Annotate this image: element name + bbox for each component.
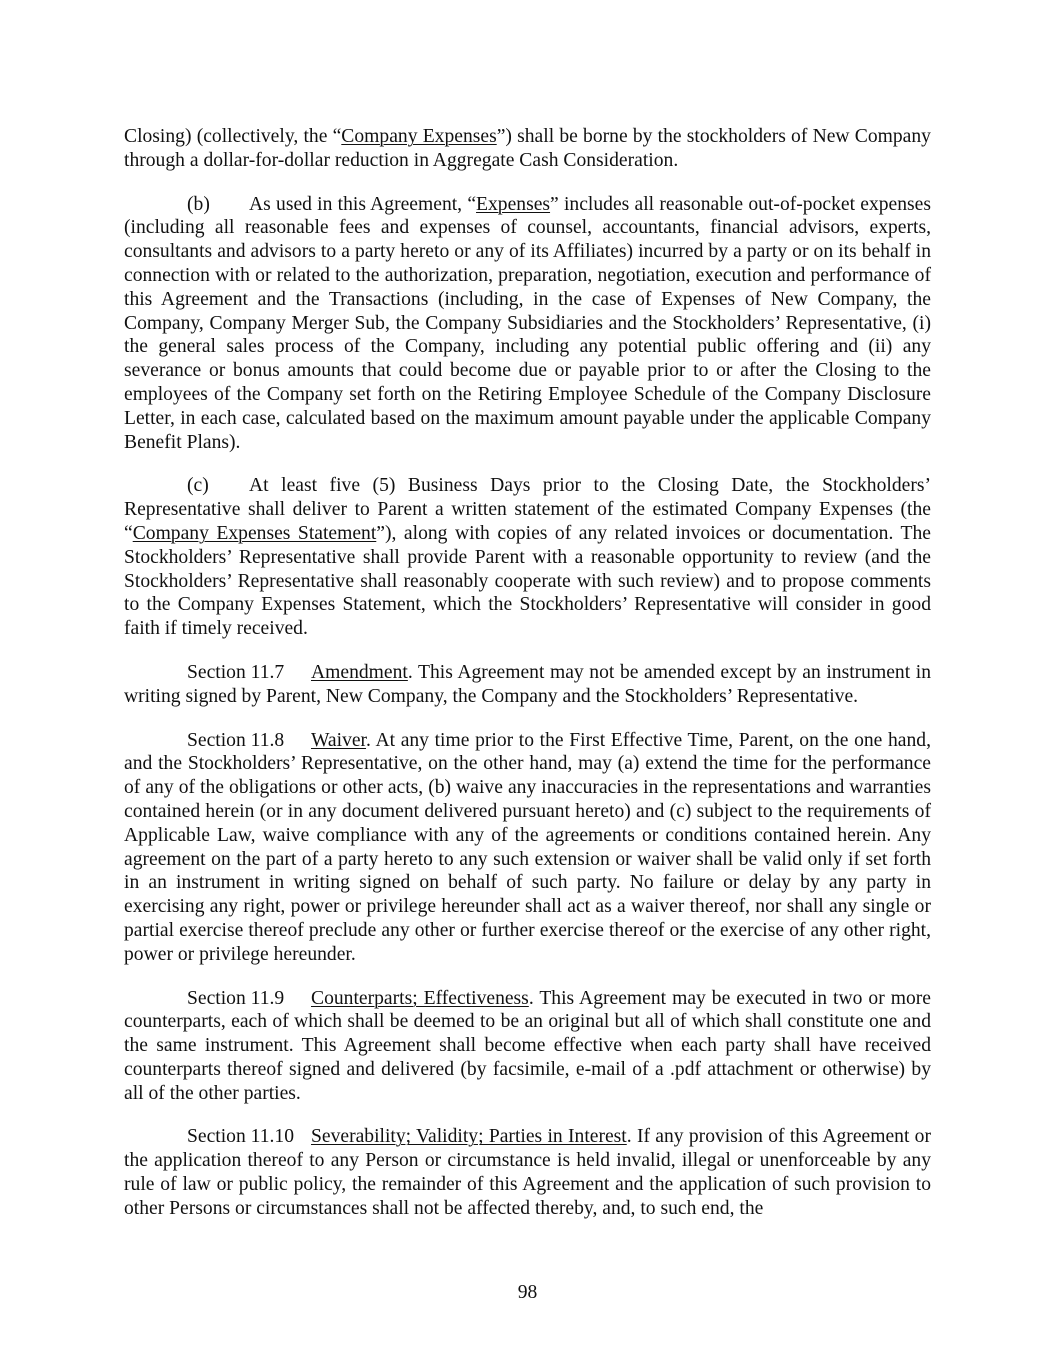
section-number: Section 11.9: [187, 987, 285, 1009]
section-heading: Severability; Validity; Parties in Interest: [311, 1126, 627, 1148]
section-text: . If any provision of this Agreement or the application thereof to any Person or circumstance is held invalid, illegal or unenforceable by any rule of law or public policy, the remainder of this Agreement and the application of such provision to other Persons or circumstances shall not be affected thereby, and, to such end, the: [124, 1126, 932, 1219]
paragraph-c: [124, 474, 931, 641]
defined-term: Company Expenses: [341, 126, 497, 147]
paragraph-text: Closing) (collectively, the “: [124, 126, 342, 147]
paragraph-text: ” includes all reasonable out-of-pocket expenses (including all reasonable fees and expenses of counsel, accountants, financial advisors, experts, consultants and advisors to a party hereto or any of its Affiliates) incurred by a party or on its behalf in connection with or related to the authorization, preparation, negotiation, execution and performance of this Agreement and the Transactions (including, in the case of Expenses of New Company, the Company, Company Merger Sub, the Company Subsidiaries and the Stockholders’ Representative, (i) the general sales process of the Company, including any potential public offering and (ii) any severance or bonus amounts that could become due or payable prior to or after the Closing to the employees of the Company set forth on the Retiring Employee Schedule of the Company Disclosure Letter, in each case, calculated based on the maximum amount payable under the applicable Company Benefit Plans).: [124, 193, 931, 453]
section-text: . This Agreement may be executed in two or more counterparts, each of which shall be deemed to be an original but all of which shall constitute one and the same instrument. This Agreement shall become effective when each party shall have received counterparts thereof signed and delivered (by facsimile, e-mail of a .pdf attachment or otherwise) by all of the other parties.: [124, 987, 931, 1104]
section-11-10: [124, 1125, 931, 1220]
section-11-7: [124, 661, 931, 709]
paragraph-label: (c): [187, 475, 209, 497]
paragraph-continued: [124, 125, 931, 173]
section-number: Section 11.7: [187, 661, 285, 683]
section-11-8: [124, 729, 931, 967]
paragraph-text: ”), along with copies of any related invoices or documentation. The Stockholders’ Representative shall provide Parent with a reasonable opportunity to review (and the Stockholders’ Representative shall reasonably cooperate with such review) and to propose comments to the Company Expenses Statement, which the Stockholders’ Representative will consider in good faith if timely received.: [124, 522, 931, 640]
page-number: 98: [517, 1282, 538, 1303]
defined-term: Company Expenses Statement: [132, 522, 377, 544]
document-page: [124, 125, 931, 1221]
section-number: Section 11.10: [187, 1126, 295, 1148]
paragraph-b: [124, 193, 931, 455]
section-11-9: [124, 987, 931, 1106]
section-text: . At any time prior to the First Effective Time, Parent, on the one hand, and the Stockholders’ Representative, on the other hand, may (a) extend the time for the performance of any of the obligations or other acts, (b) waive any inaccuracies in the representations and warranties contained herein (or in any document delivered pursuant hereto) and (c) subject to the requirements of Applicable Law, waive compliance with any of the agreements or conditions contained herein. Any agreement on the part of a party hereto to any such extension or waiver shall be valid only if set forth in an instrument in writing signed on behalf of such party. No failure or delay by any party in exercising any right, power or privilege hereunder shall act as a waiver thereof, nor shall any single or partial exercise thereof preclude any other or further exercise thereof or the exercise of any other right, power or privilege hereunder.: [124, 729, 931, 965]
defined-term: Expenses: [476, 193, 551, 215]
section-number: Section 11.8: [187, 729, 285, 751]
section-heading: Amendment: [311, 661, 408, 683]
paragraph-label: (b): [187, 193, 210, 215]
paragraph-text: ”) shall be borne by the stockholders of New Company through a dollar-for-dollar reduction in Aggregate Cash Consideration.: [124, 126, 931, 171]
paragraph-text: At least five (5) Business Days prior to the Closing Date, the Stockholders’ Representative shall deliver to Parent a written statement of the estimated Company Expenses (the “: [124, 475, 931, 544]
section-text: . This Agreement may not be amended except by an instrument in writing signed by Parent, New Company, the Company and the Stockholders’ Representative.: [124, 661, 931, 707]
section-heading: Counterparts; Effectiveness: [311, 987, 529, 1009]
section-heading: Waiver: [311, 729, 367, 751]
paragraph-text: As used in this Agreement, “: [249, 193, 477, 215]
